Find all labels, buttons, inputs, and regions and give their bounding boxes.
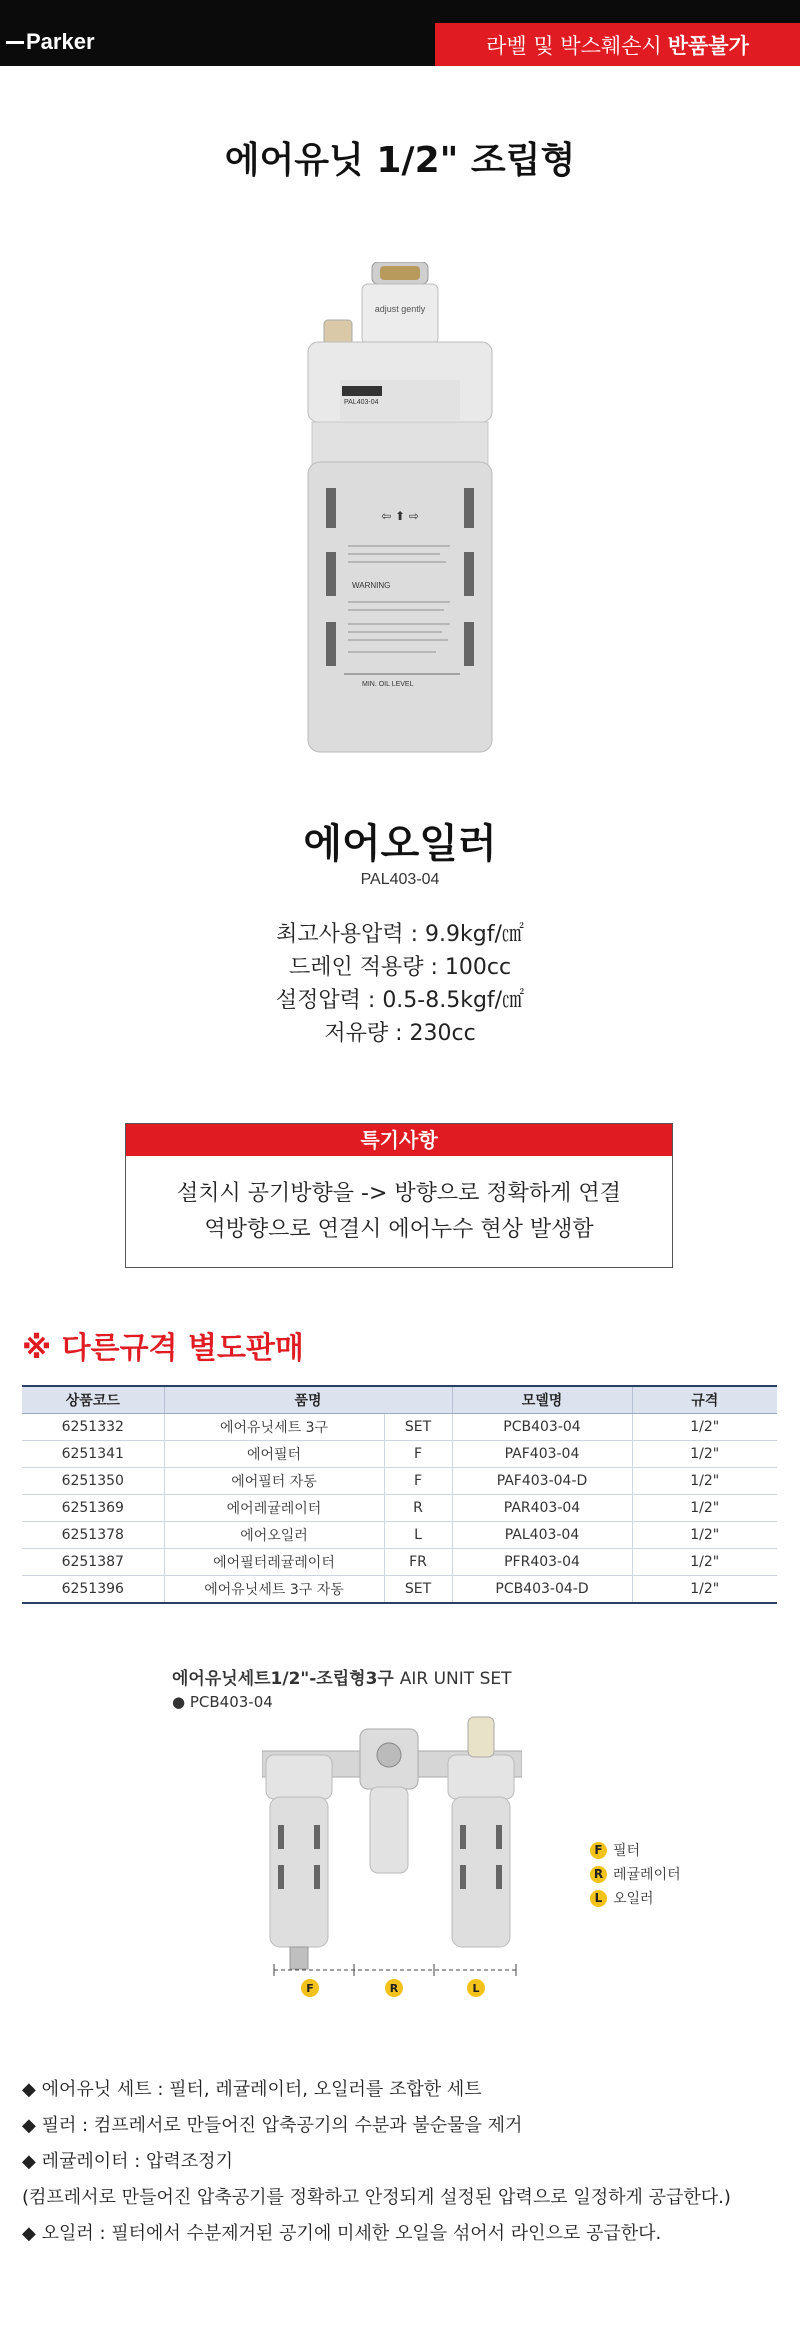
header-model-name: 모델명: [452, 1386, 632, 1414]
svg-text:⇦ ⬆ ⇨: ⇦ ⬆ ⇨: [381, 509, 419, 523]
legend-item-regulator: R 레귤레이터: [590, 1862, 681, 1886]
note-regulator: ◆ 레귤레이터 : 압력조정기: [22, 2151, 233, 2172]
spec-list: [0, 918, 800, 1050]
dim-label-f: F: [306, 1982, 314, 1995]
page-title: 에어유닛 1/2" 조립형: [224, 140, 576, 181]
feature-line: 역방향으로 연결시 에어누수 현상 발생함: [204, 1217, 594, 1242]
table-row: 6251332 에어유닛세트 3구 SET PCB403-04 1/2": [22, 1414, 777, 1441]
model-table: [22, 1385, 777, 1604]
spec-drain-capacity: 드레인 적용량 : 100cc: [288, 955, 512, 980]
regulator-badge-icon: R: [590, 1866, 607, 1883]
feature-title: 특기사항: [126, 1124, 672, 1156]
note-regulator-detail: (컴프레서로 만들어진 압축공기를 정확하고 안정되게 설정된 압력으로 일정하게 공급한다.): [22, 2187, 731, 2208]
table-row: 6251341 에어필터 F PAF403-04 1/2": [22, 1441, 777, 1468]
product-name: 에어오일러: [303, 821, 497, 867]
spec-set-pressure: 설정압력 : 0.5-8.5kgf/㎠: [275, 988, 525, 1013]
top-banner: [0, 0, 800, 66]
svg-text:PAL403-04: PAL403-04: [344, 399, 379, 406]
note-filter: ◆ 필러 : 컴프레서로 만들어진 압축공기의 수분과 불순물을 제거: [22, 2115, 523, 2136]
legend-item-oiler: L 오일러: [590, 1886, 681, 1910]
header-product-code: 상품코드: [22, 1386, 164, 1414]
svg-text:WARNING: WARNING: [352, 581, 391, 590]
feature-notice-box: [125, 1123, 673, 1268]
table-header-row: [22, 1386, 777, 1414]
air-oiler-product-image: [300, 262, 500, 762]
other-specs-title: ※ 다른규격 별도판매: [22, 1331, 304, 1366]
oiler-badge-icon: L: [590, 1890, 607, 1907]
set-legend: [590, 1838, 681, 1910]
feature-body: [126, 1176, 672, 1248]
legend-item-filter: F 필터: [590, 1838, 681, 1862]
dim-label-l: L: [472, 1982, 480, 1995]
table-row: 6251369 에어레귤레이터 R PAR403-04 1/2": [22, 1495, 777, 1522]
product-code: PAL403-04: [360, 871, 440, 888]
table-row: 6251387 에어필터레귤레이터 FR PFR403-04 1/2": [22, 1549, 777, 1576]
svg-text:MIN. OIL LEVEL: MIN. OIL LEVEL: [362, 681, 414, 688]
filter-badge-icon: F: [590, 1842, 607, 1859]
air-unit-set-title: 에어유닛세트1/2"-조립형3구 AIR UNIT SET: [172, 1669, 512, 1689]
table-row: 6251396 에어유닛세트 3구 자동 SET PCB403-04-D 1/2": [22, 1576, 777, 1604]
spec-oil-capacity: 저유량 : 230cc: [324, 1021, 476, 1046]
header-size: 규격: [632, 1386, 777, 1414]
note-oiler: ◆ 오일러 : 필터에서 수분제거된 공기에 미세한 오일을 섞어서 라인으로 공급한다.: [22, 2223, 662, 2244]
header-product-name: 품명: [164, 1386, 452, 1414]
note-air-unit-set: ◆ 에어유닛 세트 : 필터, 레귤레이터, 오일러를 조합한 세트: [22, 2079, 482, 2100]
svg-text:adjust gently: adjust gently: [374, 304, 426, 314]
component-dimension-line: [270, 1960, 520, 2000]
description-notes: [22, 2072, 731, 2252]
air-unit-set-code: ● PCB403-04: [172, 1693, 273, 1711]
return-notice: 라벨 및 박스훼손시 반품불가: [435, 23, 800, 66]
dim-label-r: R: [389, 1982, 399, 1995]
feature-line: 설치시 공기방향을 -> 방향으로 정확하게 연결: [177, 1181, 621, 1206]
table-row: 6251350 에어필터 자동 F PAF403-04-D 1/2": [22, 1468, 777, 1495]
table-row: 6251378 에어오일러 L PAL403-04 1/2": [22, 1522, 777, 1549]
air-unit-set-image: [262, 1715, 522, 1985]
spec-max-pressure: 최고사용압력 : 9.9kgf/㎠: [276, 922, 524, 947]
brand-logo: Parker: [6, 29, 95, 55]
